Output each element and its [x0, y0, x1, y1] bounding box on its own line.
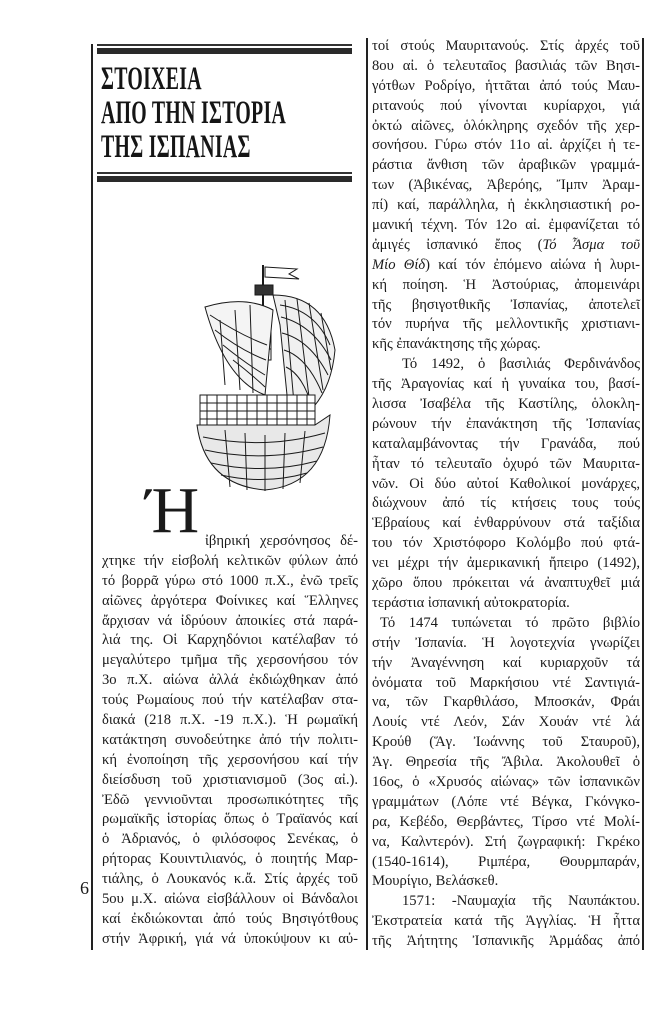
text-line: μεγαλύτερο τμῆμα τῆς χερσονήσου τόν	[102, 652, 358, 669]
text-line	[372, 256, 640, 276]
text-segment: γραμμάτων (Λόπε ντέ Βέγκα, Γκόνγκο-	[372, 793, 640, 810]
text-line	[372, 892, 640, 912]
text-segment: μανική τέχνη. Τόν 12ο αἰ. ἐμφανίζεται τό	[372, 217, 640, 234]
text-segment: Μουρίγιο, Βελάσκεθ.	[372, 873, 499, 890]
text-segment: 8ου αἰ. ὁ τελευταῖος βασιλιάς τῶν Βησι-	[372, 57, 640, 74]
text-line: τούς Ρωμαίους πού τήν κατέλαβαν στα-	[102, 692, 358, 709]
text-segment: διώχνουν ἀπό τίς κτήσεις τους τούς	[372, 495, 640, 512]
text-segment: να, τῶν Γκαρθιλάσο, Μποσκάν, Φράι	[372, 694, 640, 711]
text-segment: κή ποίηση. Ἡ Ἀστούριας, ἀπομεινάρι	[372, 276, 640, 293]
text-line	[372, 614, 640, 634]
text-line	[372, 37, 640, 57]
text-line: ρωμαϊκῆς ἱστορίας ὅπως ὁ Τραϊανός καί	[102, 811, 358, 828]
text-line: τιάλης, ὁ Λουκανός κ.ἄ. Στίς ἀρχές τοῦ	[102, 871, 358, 888]
text-segment: ριτανούς πού γίνονται κυρίαρχοι, γιά	[372, 97, 640, 114]
title-line: ΤΗΣ ΙΣΠΑΝΙΑΣ	[101, 129, 251, 165]
text-line: ἰβηρική χερσόνησος δέ-	[205, 533, 358, 549]
left-column-border	[91, 44, 93, 950]
italic-title-text: Τό Ἆσμα τοῦ	[542, 236, 640, 253]
text-segment: τόν πυρήνα τῆς μελλοντικῆς χριστιανι-	[372, 316, 640, 333]
text-segment: τεράστια ἰσπανική αὐτοκρατορία.	[372, 594, 570, 611]
text-segment: Τό 1492, ὁ βασιλιάς Φερδινάνδος	[402, 356, 640, 373]
title-line: ΣΤΟΙΧΕΙΑ	[101, 61, 202, 97]
text-line	[372, 912, 640, 932]
text-segment: ὀκτώ αἰῶνες, ὁλόκληρης σχεδόν τῆς χερ-	[372, 117, 640, 134]
text-line: Ἐδῶ γεννιοῦνται προσωπικότητες τῆς	[102, 791, 358, 808]
text-segment: Λουίς ντέ Λεόν, Σάν Χουάν ντέ λά	[372, 714, 640, 731]
right-column-right-border	[642, 38, 644, 950]
text-segment: νει μέχρι τήν ἀμερικανική ἤπειρο (1492),	[372, 555, 640, 572]
text-line: χτηκε τήν εἰσβολή κελτικῶν φύλων ἀπό	[102, 552, 358, 569]
page-title	[101, 62, 286, 164]
text-segment: 1571: -Ναυμαχία τῆς Ναυπάκτου.	[402, 893, 640, 910]
text-line	[372, 514, 640, 534]
text-line	[372, 136, 640, 156]
title-rule-bottom	[97, 172, 352, 182]
text-line	[372, 773, 640, 793]
text-line	[372, 216, 640, 236]
text-segment: ἦταν τό τελευταῖο ὀχυρό τῶν Μαυριτα-	[372, 455, 640, 472]
sailing-ship-engraving-icon	[185, 255, 340, 495]
text-line: καί ἐκδιώκονται ἀπό τούς Βησιγότθους	[102, 910, 358, 927]
text-segment: 16ος, ὁ «Χρυσός αἰώνας» τῶν ἰσπανικῶν	[372, 773, 640, 790]
text-line	[372, 156, 640, 176]
text-segment: να, Καλντερόν). Στή ζωγραφική: Γκρέκο	[372, 833, 640, 850]
text-line: ρήτορας Κουιντιλιανός, ὁ ποιητής Μαρ-	[102, 851, 358, 868]
text-line	[372, 574, 640, 594]
text-segment: ρώνουν τήν ἐπανάκτηση τῆς Ἰσπανίας	[372, 415, 640, 432]
text-segment: ράστια ἄνθιση τῶν ἀραβικῶν γραμμά-	[372, 157, 640, 174]
text-line	[372, 813, 640, 833]
text-segment: τῆς Ἀήτητης Ἰσπανικῆς Ἀρμάδας ἀπό	[372, 933, 640, 950]
text-line	[372, 117, 640, 137]
title-line: ΑΠΟ ΤΗΝ ΙΣΤΟΡΙΑ	[101, 95, 287, 131]
text-line: κή ἐνοποίηση τῆς χερσονήσου καί τήν	[102, 751, 358, 768]
text-line	[372, 176, 640, 196]
text-line	[372, 733, 640, 753]
text-segment: Ἑβραίους καί ἐνθαρρύνουν στά ταξίδια	[372, 515, 640, 532]
text-line	[372, 475, 640, 495]
text-line	[372, 435, 640, 455]
text-line	[372, 534, 640, 554]
text-line	[372, 315, 640, 335]
text-segment: καταλαμβάνοντας τήν Γρανάδα, πού	[372, 435, 640, 452]
text-line	[372, 833, 640, 853]
left-column-text	[102, 532, 358, 950]
text-segment: ρα, Κεβέδο, Θερβάντες, Τίρσο ντέ Μολί-	[372, 813, 640, 830]
text-segment: κῆς ἐπανάκτησης τῆς χώρας.	[372, 336, 541, 353]
text-line	[372, 236, 640, 256]
text-segment: των (Ἀβικένας, Ἀβερόης, Ἴμπν Ἀραμ-	[372, 177, 640, 194]
text-segment: στήν Ἰσπανία. Ἡ λογοτεχνία γνωρίζει	[372, 634, 640, 651]
text-segment: Ἐκστρατεία κατά τῆς Ἀγγλίας. Ἡ ἧττα	[372, 913, 640, 930]
text-line	[372, 97, 640, 117]
text-line	[372, 674, 640, 694]
text-line	[372, 793, 640, 813]
text-line	[372, 494, 640, 514]
text-segment: του τόν Χριστόφορο Κολόμβο πού φτά-	[372, 535, 640, 552]
text-segment: (1540-1614), Ριμπέρα, Θουρμπαράν,	[372, 853, 640, 870]
right-column-left-border	[366, 38, 368, 950]
text-line	[372, 395, 640, 415]
text-line: ὁ Ἀδριανός, ὁ φιλόσοφος Σενέκας, ὁ	[102, 831, 358, 848]
text-line	[372, 335, 640, 355]
text-segment: νῶν. Οἱ δύο αὐτοί Καθολικοί μονάρχες,	[372, 475, 640, 492]
page-number: 6	[80, 878, 89, 898]
text-line: τό βορρᾶ γύρω στό 1000 π.Χ., ἐνῶ τρεῖς	[102, 572, 358, 589]
text-segment: ) καί τόν ἐπόμενο αἰώνα ἡ λυρι-	[425, 256, 640, 273]
title-rule-top	[97, 44, 352, 54]
text-line	[372, 693, 640, 713]
text-segment: ἀμιγές ἰσπανικό ἔπος (	[372, 236, 543, 253]
text-line	[372, 872, 640, 892]
text-line: ἄρχισαν νά ἰδρύουν ἀποικίες στά παρά-	[102, 612, 358, 629]
text-line	[372, 375, 640, 395]
text-segment: χῶρο ὅπου πρόκειται νά ἀναπτυχθεῖ μιά	[372, 575, 640, 592]
text-line	[372, 554, 640, 574]
text-line	[372, 634, 640, 654]
text-line	[372, 276, 640, 296]
text-line: 3ο π.Χ. αἰώνα ἀλλά ἐκδιώχθηκαν ἀπό	[102, 672, 358, 689]
text-line	[372, 753, 640, 773]
text-line	[372, 713, 640, 733]
text-line	[372, 853, 640, 873]
text-segment: τῆς βησιγοτθικῆς Ἰσπανίας, ἀποτελεῖ	[372, 296, 640, 313]
text-line: 5ου μ.Χ. αἰώνα εἰσβάλλουν οἱ Βάνδαλοι	[102, 891, 358, 908]
text-segment: σονήσου. Γύρω στόν 11ο αἰ. ἀρχίζει ἡ τε-	[372, 137, 640, 154]
text-line	[372, 654, 640, 674]
text-segment: Τό 1474 τυπώνεται τό πρῶτο βιβλίο	[380, 614, 640, 631]
text-line: λιά της. Οἱ Καρχηδόνιοι κατέλαβαν τό	[102, 632, 358, 649]
text-line	[372, 415, 640, 435]
text-segment: πί) καί, παράλληλα, ἡ ἐκκλησιαστική ρο-	[372, 197, 640, 214]
text-line: αἰῶνες ἀργότερα Φοίνικες καί Ἕλληνες	[102, 592, 358, 609]
text-segment: τήν Ἀναγέννηση καί κυριαρχοῦν τά	[372, 654, 640, 671]
text-line	[372, 455, 640, 475]
text-segment: Ἁγ. Θηρεσία τῆς Ἄβιλα. Ἀκολουθεῖ ὁ	[372, 754, 640, 771]
text-line	[372, 355, 640, 375]
text-line: στήν Ἀφρική, γιά νά ὑποκύψουν κι αὐ-	[102, 930, 358, 947]
italic-title-text: Μίο Θίδ	[372, 256, 426, 273]
text-segment: τοί στούς Μαυριτανούς. Στίς ἀρχές τοῦ	[372, 38, 640, 54]
text-line: διείσδυση τοῦ χριστιανισμοῦ (3ος αἰ.).	[102, 771, 358, 788]
text-line	[372, 77, 640, 97]
text-segment: ὀνόματα τοῦ Μαρκήσιου ντέ Σαντιγιά-	[372, 674, 640, 691]
text-line	[372, 932, 640, 952]
text-line	[372, 57, 640, 77]
text-line	[372, 196, 640, 216]
right-column-text	[372, 37, 640, 952]
text-segment: λισσα Ἰσαβέλα τῆς Καστίλης, ὁλοκλη-	[372, 396, 640, 413]
text-line: κατάκτηση συνοδεύτηκε ἀπό τήν πολιτι-	[102, 731, 358, 748]
text-segment: τῆς Ἀραγονίας καί ἡ γυναίκα του, βασί-	[372, 376, 640, 393]
text-segment: γότθων Ροδρίγο, ἡττᾶται ἀπό τούς Μαυ-	[372, 77, 640, 94]
text-line	[372, 594, 640, 614]
text-segment: Κρούθ (Ἅγ. Ἰωάννης τοῦ Σταυροῦ),	[372, 734, 640, 751]
text-line	[372, 296, 640, 316]
drop-cap: Ή	[146, 474, 200, 547]
text-line: διακά (218 π.Χ. -19 π.Χ.). Ἡ ρωμαϊκή	[102, 712, 358, 729]
